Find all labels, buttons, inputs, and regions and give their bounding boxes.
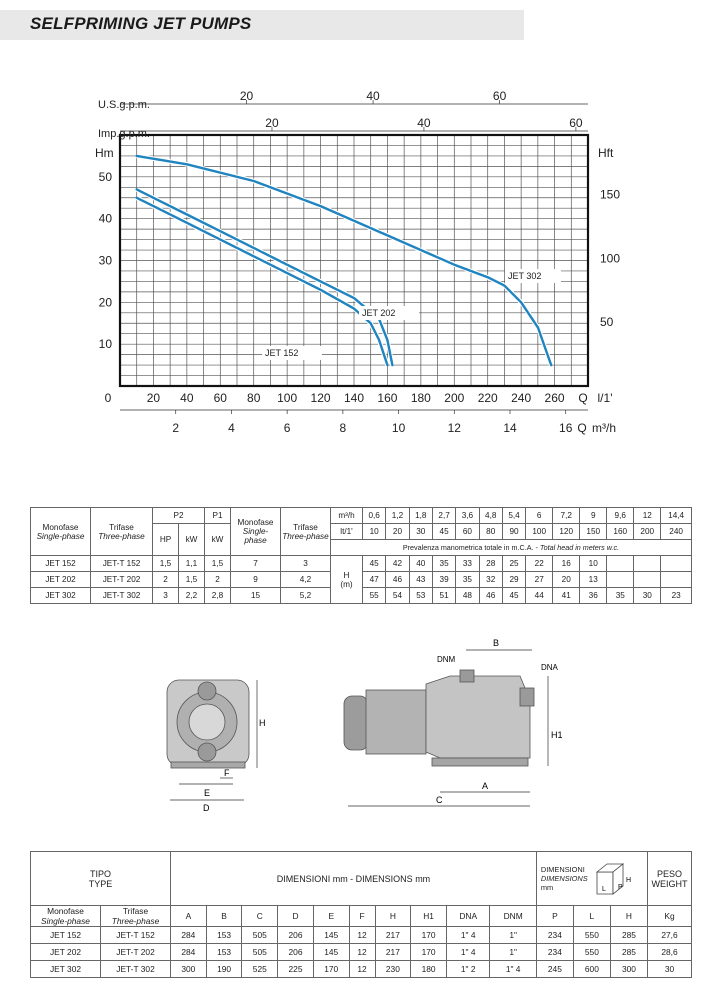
- th-hp: HP: [153, 524, 179, 556]
- dim-label-h: H: [259, 718, 266, 728]
- dim-label-dnm: DNM: [437, 655, 456, 664]
- x-m3h-tick-label: 4: [228, 421, 235, 435]
- m3h-7: 6: [526, 508, 553, 524]
- th-weight: WEIGHT: [651, 878, 688, 889]
- dim-cell: 230: [375, 961, 411, 978]
- head-cell: 44: [526, 588, 553, 604]
- th-p1: P1: [205, 508, 231, 524]
- th-type: TYPE: [88, 878, 113, 889]
- dim-cell: 145: [313, 927, 349, 944]
- row-mono: JET 202: [31, 944, 101, 961]
- impgpm-tick-label: 40: [417, 116, 431, 130]
- lt-9: 150: [580, 524, 607, 540]
- lt-4: 60: [456, 524, 479, 540]
- box-dim-en: DIMENSIONS: [540, 874, 588, 883]
- row-p1: 2,8: [205, 588, 231, 604]
- lt-10: 160: [607, 524, 634, 540]
- table-row: [31, 927, 692, 944]
- head-cell: [634, 572, 661, 588]
- head-cell: 28: [479, 556, 502, 572]
- dim-cell: 550: [573, 944, 610, 961]
- head-cell: 35: [432, 556, 455, 572]
- dim-cell: 525: [242, 961, 278, 978]
- head-note-it: Prevalenza manometrica totale in m.C.A. -: [402, 543, 538, 552]
- dim-cell: 170: [411, 944, 447, 961]
- pump-dimension-drawing: [150, 632, 600, 812]
- curve-label: JET 202: [362, 308, 396, 318]
- head-cell: 32: [479, 572, 502, 588]
- head-cell: 43: [409, 572, 432, 588]
- th-m3h: m³/h: [331, 508, 363, 524]
- usgpm-tick-label: 60: [492, 90, 507, 103]
- row-tri: JET-T 202: [91, 572, 153, 588]
- y-right-tick-label: 50: [600, 315, 614, 330]
- row-amp3: 5,2: [281, 588, 331, 604]
- y-left-tick-label: 10: [98, 337, 112, 352]
- dim-cell: 285: [610, 944, 647, 961]
- x-lmin-tick-label: 260: [544, 391, 565, 405]
- dim-cell: 145: [313, 944, 349, 961]
- x-lmin-tick-label: 20: [146, 391, 161, 405]
- head-cell: [661, 556, 692, 572]
- dim-cell: 225: [278, 961, 314, 978]
- dim-label-d: D: [203, 803, 210, 812]
- head-cell: 29: [502, 572, 525, 588]
- row-tri: JET-T 302: [91, 588, 153, 604]
- m3h-3: 2,7: [432, 508, 455, 524]
- m3h-2: 1,8: [409, 508, 432, 524]
- row-tri: JET-T 302: [101, 961, 171, 978]
- head-cell: 16: [553, 556, 580, 572]
- dim-cell: 12: [349, 961, 375, 978]
- y-right-tick-label: 150: [600, 187, 621, 202]
- head-cell: 22: [526, 556, 553, 572]
- col-kg: Kg: [648, 906, 692, 927]
- x-lmin-tick-label: 200: [444, 391, 465, 405]
- row-p1: 1,5: [205, 556, 231, 572]
- col-h1: H1: [411, 906, 447, 927]
- lt-11: 200: [634, 524, 661, 540]
- head-cell: 27: [526, 572, 553, 588]
- th-trifase: Trifase: [109, 522, 134, 532]
- dim-cell: 1": [490, 944, 536, 961]
- col-dna: DNA: [446, 906, 490, 927]
- box-dim-it: DIMENSIONI: [540, 865, 585, 874]
- dim-cell: 284: [171, 944, 207, 961]
- col-e: E: [313, 906, 349, 927]
- row-kw: 1,1: [179, 556, 205, 572]
- m3h-5: 4,8: [479, 508, 502, 524]
- table-row: [31, 961, 692, 978]
- head-cell: 45: [502, 588, 525, 604]
- x-lmin-tick-label: 220: [477, 391, 498, 405]
- th-box-dimensions: [536, 852, 647, 906]
- head-cell: [607, 556, 634, 572]
- box-h-label: H: [626, 877, 632, 884]
- x-lmin-tick-label: 240: [511, 391, 532, 405]
- dim-cell: 1" 4: [446, 944, 490, 961]
- th-monofase: Monofase: [42, 522, 79, 532]
- page-title: SELFPRIMING JET PUMPS: [30, 14, 252, 33]
- row-mono: JET 202: [31, 572, 91, 588]
- box-icon: [591, 858, 639, 898]
- th-tipo: TIPO: [89, 868, 111, 879]
- x-lmin-tick-label: 80: [247, 391, 261, 405]
- th-trifase: Trifase: [122, 906, 149, 916]
- h-label: H: [343, 570, 350, 580]
- head-cell: 45: [363, 556, 386, 572]
- head-note: [331, 540, 692, 556]
- x-lmin-tick-label: 100: [277, 391, 298, 405]
- row-hp: 2: [153, 572, 179, 588]
- th-kw-p1: kW: [205, 524, 231, 556]
- head-cell: 47: [363, 572, 386, 588]
- dim-cell: 28,6: [648, 944, 692, 961]
- m3h-1: 1,2: [386, 508, 409, 524]
- head-cell: 35: [607, 588, 634, 604]
- m3h-12: 14,4: [661, 508, 692, 524]
- x-lmin-tick-label: 180: [410, 391, 431, 405]
- dim-cell: 234: [536, 944, 573, 961]
- head-cell: 46: [479, 588, 502, 604]
- head-cell: 25: [502, 556, 525, 572]
- head-cell: 42: [386, 556, 409, 572]
- dim-cell: 153: [206, 927, 242, 944]
- row-kw: 1,5: [179, 572, 205, 588]
- dim-cell: 1" 2: [446, 961, 490, 978]
- lt-8: 120: [553, 524, 580, 540]
- th-three-phase: Three-phase: [98, 531, 145, 541]
- y-right-unit: Hft: [598, 146, 614, 160]
- row-hp: 1,5: [153, 556, 179, 572]
- col-d: D: [278, 906, 314, 927]
- x-lmin-tick-label: 160: [377, 391, 398, 405]
- row-mono: JET 152: [31, 556, 91, 572]
- lt-6: 90: [502, 524, 525, 540]
- row-hp: 3: [153, 588, 179, 604]
- box-l-label: L: [602, 886, 606, 893]
- x-m3h-tick-label: 6: [283, 421, 291, 435]
- usgpm-tick-label: 20: [239, 90, 254, 103]
- y-left-tick-label: 20: [98, 295, 112, 310]
- th-lt: lt/1': [331, 524, 363, 540]
- col-a: A: [171, 906, 207, 927]
- x-lmin-label: Q: [578, 391, 588, 405]
- head-cell: 41: [553, 588, 580, 604]
- head-cell: 20: [553, 572, 580, 588]
- dim-label-f: F: [224, 768, 230, 778]
- x-m3h-tick-label: 14: [503, 421, 517, 435]
- dim-cell: 180: [411, 961, 447, 978]
- box-dim-unit: mm: [540, 883, 554, 892]
- pump-side-view: [344, 670, 534, 766]
- impgpm-tick-label: 60: [569, 116, 583, 130]
- dim-label-e: E: [204, 788, 211, 798]
- dim-cell: 206: [278, 927, 314, 944]
- dim-cell: 1" 4: [446, 927, 490, 944]
- dim-cell: 12: [349, 944, 375, 961]
- row-tri: JET-T 202: [101, 944, 171, 961]
- chart-grid: [120, 135, 588, 386]
- dim-cell: 30: [648, 961, 692, 978]
- head-cell: [607, 572, 634, 588]
- x-lmin-tick-label: 120: [310, 391, 331, 405]
- head-cell: 39: [432, 572, 455, 588]
- dim-cell: 206: [278, 944, 314, 961]
- th-dimensions: DIMENSIONI mm - DIMENSIONS mm: [171, 852, 537, 906]
- h-label-cell: [331, 556, 363, 604]
- th-single-phase-amp: Single-phase: [242, 527, 269, 545]
- head-cell: 23: [661, 588, 692, 604]
- th-three-phase-amp: Three-phase: [282, 531, 329, 541]
- pump-front-view: [167, 680, 249, 768]
- head-cell: 54: [386, 588, 409, 604]
- dim-cell: 245: [536, 961, 573, 978]
- impgpm-axis-title: Imp.g.p.m.: [98, 128, 150, 140]
- col-dnm: DNM: [490, 906, 536, 927]
- dim-label-c: C: [436, 795, 443, 805]
- head-cell: 36: [580, 588, 607, 604]
- usgpm-axis-title: U.S.g.p.m.: [98, 99, 150, 111]
- head-cell: [661, 572, 692, 588]
- dim-cell: 217: [375, 927, 411, 944]
- th-three-phase: Three-phase: [111, 916, 160, 926]
- row-mono: JET 302: [31, 961, 101, 978]
- col-h: H: [375, 906, 411, 927]
- dim-label-b: B: [493, 638, 500, 648]
- row-p1: 2: [205, 572, 231, 588]
- row-kw: 2,2: [179, 588, 205, 604]
- table-row: [31, 944, 692, 961]
- col-l: L: [573, 906, 610, 927]
- x-m3h-tick-label: 2: [172, 421, 180, 435]
- x-lmin-tick-label: 60: [213, 391, 227, 405]
- dim-cell: 505: [242, 944, 278, 961]
- th-monofase-amp: Monofase: [237, 518, 274, 527]
- m3h-8: 7,2: [553, 508, 580, 524]
- dim-label-h1: H1: [551, 730, 563, 740]
- dim-cell: 153: [206, 944, 242, 961]
- head-cell: 33: [456, 556, 479, 572]
- row-amp1: 9: [231, 572, 281, 588]
- th-monofase: Monofase: [47, 906, 84, 916]
- m3h-0: 0,6: [363, 508, 386, 524]
- row-mono: JET 302: [31, 588, 91, 604]
- row-amp3: 4,2: [281, 572, 331, 588]
- th-kw: kW: [179, 524, 205, 556]
- x-m3h-tick-label: 12: [447, 421, 461, 435]
- row-amp1: 7: [231, 556, 281, 572]
- dim-cell: 550: [573, 927, 610, 944]
- dim-cell: 284: [171, 927, 207, 944]
- dim-cell: 505: [242, 927, 278, 944]
- m3h-9: 9: [580, 508, 607, 524]
- th-p2: P2: [153, 508, 205, 524]
- x-m3h-tick-label: 10: [391, 421, 406, 435]
- x-m3h-label: Q: [577, 421, 587, 435]
- lt-7: 100: [526, 524, 553, 540]
- head-cell: 48: [456, 588, 479, 604]
- y-left-tick-label: 50: [98, 169, 112, 184]
- dim-cell: 234: [536, 927, 573, 944]
- m3h-10: 9,6: [607, 508, 634, 524]
- row-amp1: 15: [231, 588, 281, 604]
- row-mono: JET 152: [31, 927, 101, 944]
- curve-label: JET 152: [265, 348, 299, 358]
- head-cell: 30: [634, 588, 661, 604]
- dim-label-a: A: [482, 781, 489, 791]
- dim-cell: 12: [349, 927, 375, 944]
- x-m3h-tick-label: 16: [559, 421, 573, 435]
- box-p-label: P: [618, 884, 623, 891]
- head-cell: 10: [580, 556, 607, 572]
- col-c: C: [242, 906, 278, 927]
- head-cell: 55: [363, 588, 386, 604]
- table-row: [31, 556, 692, 572]
- lt-12: 240: [661, 524, 692, 540]
- th-single-phase: Single-phase: [41, 916, 90, 926]
- impgpm-tick-label: 20: [265, 116, 279, 130]
- x-m3h-tick-label: 8: [339, 421, 347, 435]
- dim-cell: 285: [610, 927, 647, 944]
- chart-tick-labels: [95, 90, 620, 435]
- head-cell: 46: [386, 572, 409, 588]
- x-lmin-unit: l/1': [597, 391, 613, 405]
- col-b: B: [206, 906, 242, 927]
- y-left-unit: Hm: [95, 146, 114, 160]
- th-single-phase: Single-phase: [36, 531, 85, 541]
- th-trifase-amp: Trifase: [293, 522, 318, 532]
- dim-cell: 600: [573, 961, 610, 978]
- m3h-4: 3,6: [456, 508, 479, 524]
- dimensions-table: [30, 851, 692, 978]
- dim-cell: 170: [313, 961, 349, 978]
- usgpm-tick-label: 40: [366, 90, 380, 103]
- dim-cell: 1": [490, 927, 536, 944]
- title-bar: [0, 10, 524, 40]
- dim-cell: 300: [610, 961, 647, 978]
- y-left-tick-label: 30: [98, 253, 112, 268]
- lt-5: 80: [479, 524, 502, 540]
- head-cell: 40: [409, 556, 432, 572]
- curve-label: JET 302: [508, 271, 542, 281]
- lt-2: 30: [409, 524, 432, 540]
- col-f: F: [349, 906, 375, 927]
- dim-label-dna: DNA: [541, 663, 558, 672]
- head-cell: 53: [409, 588, 432, 604]
- dim-cell: 190: [206, 961, 242, 978]
- lt-0: 10: [363, 524, 386, 540]
- row-tri: JET-T 152: [91, 556, 153, 572]
- col-box-h: H: [610, 906, 647, 927]
- performance-chart: [0, 90, 714, 450]
- dim-cell: 217: [375, 944, 411, 961]
- head-cell: [634, 556, 661, 572]
- lt-1: 20: [386, 524, 409, 540]
- row-tri: JET-T 152: [101, 927, 171, 944]
- th-peso: PESO: [656, 868, 682, 879]
- head-cell: 35: [456, 572, 479, 588]
- x-lmin-tick-label: 140: [343, 391, 365, 405]
- m3h-11: 12: [634, 508, 661, 524]
- dim-cell: 27,6: [648, 927, 692, 944]
- x-lmin-tick-label: 0: [104, 391, 112, 405]
- y-left-tick-label: 40: [98, 211, 112, 226]
- head-cell: 51: [432, 588, 455, 604]
- head-note-en: Total head in meters w.c.: [539, 543, 620, 552]
- m3h-6: 5,4: [502, 508, 525, 524]
- row-amp3: 3: [281, 556, 331, 572]
- h-unit: (m): [340, 579, 353, 589]
- col-p: P: [536, 906, 573, 927]
- dim-cell: 1" 4: [490, 961, 536, 978]
- lt-3: 45: [432, 524, 455, 540]
- dim-cell: 170: [411, 927, 447, 944]
- head-cell: 13: [580, 572, 607, 588]
- dim-cell: 300: [171, 961, 207, 978]
- y-right-tick-label: 100: [600, 251, 621, 266]
- x-lmin-tick-label: 40: [180, 391, 194, 405]
- performance-table: [30, 507, 692, 604]
- x-m3h-unit: m³/h: [592, 421, 616, 435]
